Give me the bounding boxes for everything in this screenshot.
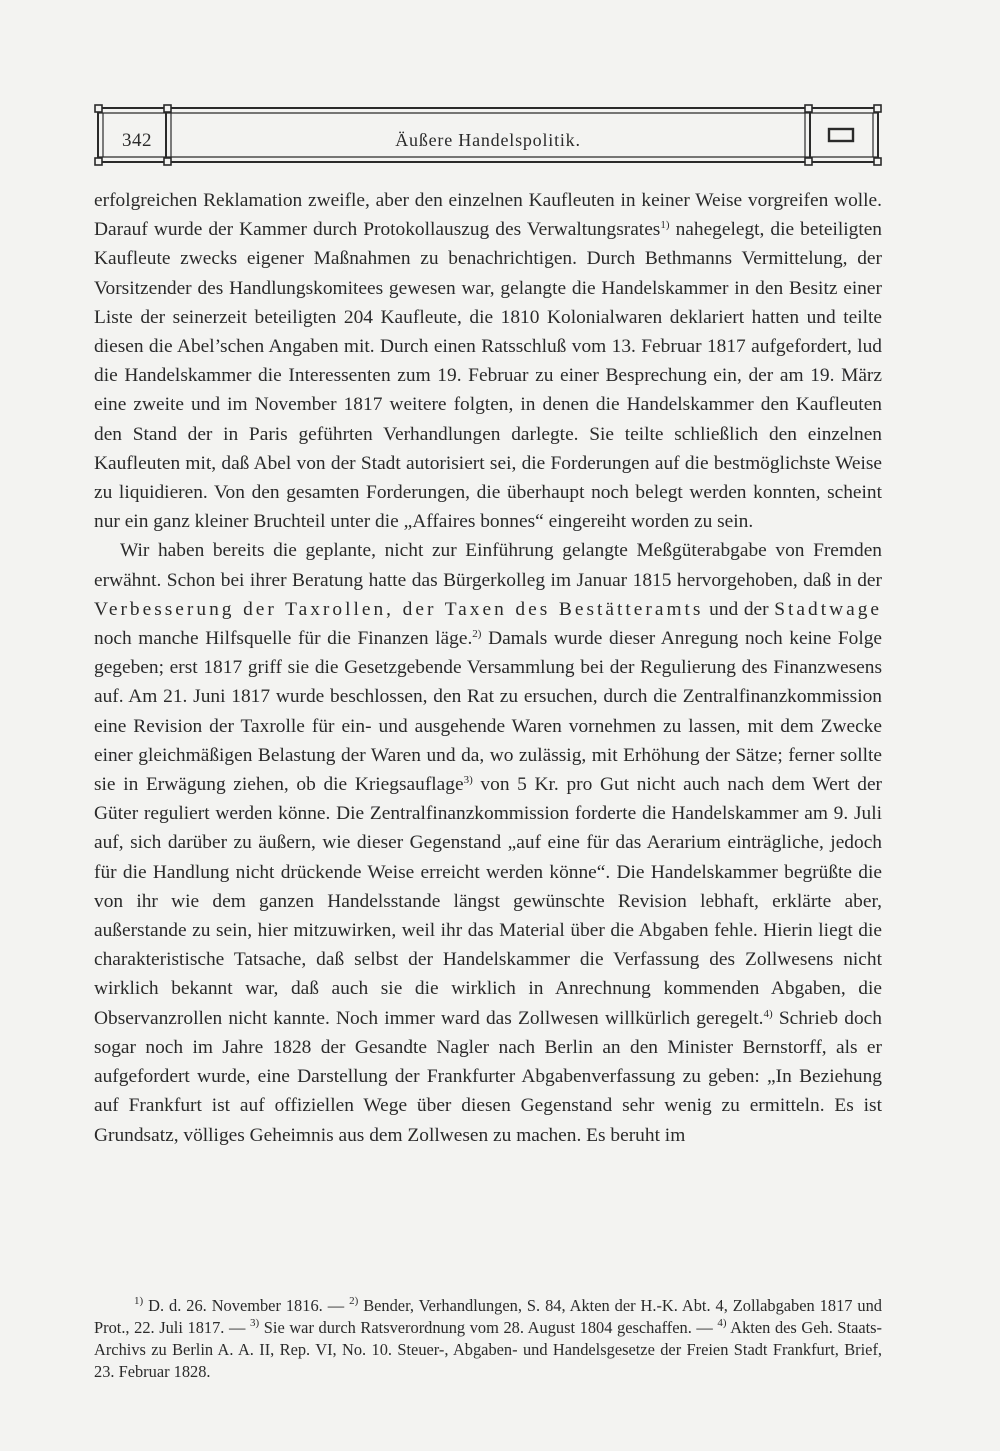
footnote-3: Sie war durch Ratsverordnung vom 28. August 1804 geschaffen. — [259,1318,718,1337]
footnote-ref-3: 3) [463,774,473,787]
footnote-mark-3: 3) [250,1317,260,1329]
running-title: Äußere Handelspolitik. [395,130,581,150]
text-run: Wir haben bereits die geplante, nicht zur Einführung gelangte Meßgüterabgabe von Fremden erwähnt. Schon bei ihrer Beratung hatte das Bürgerkolleg im Januar 1815 hervorgehoben, daß in der [94,540,882,591]
footnote-4: Akten des Geh. Staats-Archivs zu Berlin A. A. II, Rep. VI, No. 10. Steuer-, Abgaben- und Handelsgesetze der Freien Stadt Frankfurt, Brief, 23. Februar 1828. [94,1318,883,1381]
text-run: noch manche Hilfsquelle für die Finanzen läge. [94,628,473,650]
text-run: nahegelegt, die beteiligten Kaufleute zwecks eigener Maßnahmen zu benachrichtigen. Durch Bethmanns Vermittelung, der Vorsitzender des Handlungskomitees gewesen war, gelangte die Handelskammer in den Besitz einer Liste der seinerzeit beteiligten 204 Kaufleute, die 1810 Kolonialwaren deklariert hatten und teilte diesen die Abel’schen Angaben mit. Durch einen Ratsschluß vom 13. Februar 1817 aufgefordert, lud die Handelskammer die Interessenten zum 19. Februar zu einer Besprechung ein, der am 19. März eine zweite und im November 1817 weitere folgten, in denen die Handelskammer den Kaufleuten den Stand der in Paris geführten Verhandlungen darlegte. Sie teilte schließlich den einzelnen Kaufleuten mit, daß Abel von der Stadt autorisiert sei, die Forderungen auf die bestmöglichste Weise zu liquidieren. Von den gesamten Forderungen, die überhaupt noch belegt werden konnten, scheint nur ein ganz kleiner Bruchteil unter die „Affaires bonnes“ eingereiht worden zu sein. [94,219,883,533]
footnote-mark-2: 2) [349,1295,359,1307]
text-run: von 5 Kr. pro Gut nicht auch nach dem Wert der Güter reguliert werden könne. Die Zentralfinanzkommission forderte die Handelskammer am 9. Juli auf, sich darüber zu äußern, wie dieser Gegenstand „auf eine für das Aerarium einträgliche, jedoch für die Handlung nicht drückende Weise erreicht werden könne“. Die Handelskammer begrüßte die von ihr wie dem ganzen Handelsstande längst gewünschte Revision lebhaft, erklärte aber, außerstande zu sein, hier mitzuwirken, weil ihr das Material über die Abgaben fehle. Hierin liegt die charakteristische Tatsache, daß selbst der Handelskammer die Verfassung des Zollwesens nicht wirklich bekannt war, daß auch sie die wirklich in Anrechnung kommenden Abgaben, die Observanzrollen nicht kannte. Noch immer ward das Zollwesen willkürlich geregelt. [94,774,883,1029]
footnote-ref-1: 1) [660,219,670,232]
spaced-emphasis: Stadtwage [774,598,883,620]
text-run: Damals wurde dieser Anregung noch keine Folge gegeben; erst 1817 griff sie die Gesetzgebende Versammlung bei der Regulierung des Finanzwesens auf. Am 21. Juni 1817 wurde beschlossen, den Rat zu ersuchen, durch die Zentralfinanzkommission eine Revision der Taxrolle für ein- und ausgehende Waren vornehmen zu lassen, mit dem Zwecke einer gleichmäßigen Belastung der Waren und da, wo zulässig, mit Erhöhung der Sätze; ferner sollte sie in Erwägung ziehen, ob die Kriegsauflage [94,628,883,796]
text-run: und der [703,598,775,620]
footnote-1: D. d. 26. November 1816. — [143,1296,350,1315]
page-header [94,104,882,166]
footnote-ref-4: 4) [763,1007,773,1020]
text-run: Schrieb doch sogar noch im Jahre 1828 der Gesandte Nagler nach Berlin an den Minister Bernstorff, als er aufgefordert wurde, eine Darstellung der Frankfurter Abgabenverfassung zu geben: „In Beziehung auf Frankfurt ist auf offiziellen Wege über diesen Gegenstand sehr wenig zu ermitteln. Es ist Grundsatz, völliges Geheimnis aus dem Zollwesen zu machen. Es beruht im [94,1007,882,1146]
footnote-mark-4: 4) [717,1317,727,1329]
paragraph-1 [94,186,882,536]
paragraph-2 [94,536,882,1149]
footnote-block [94,1295,882,1383]
footnote-2: Bender, Verhandlungen, S. 84, Akten der H.-K. Abt. 4, Zollabgaben 1817 und Prot., 22. Juli 1817. — [94,1296,883,1337]
spaced-emphasis: Verbesserung der Taxrollen, der Taxen des Bestätteramts [94,598,704,620]
footnote-ref-2: 2) [472,628,482,641]
footnote-mark-1: 1) [134,1295,144,1307]
footnotes [94,1295,882,1383]
page-number: 342 [122,130,152,151]
text-run: erfolgreichen Reklamation zweifle, aber den einzelnen Kaufleuten in keiner Weise vorgreifen wolle. Darauf wurde der Kammer durch Protokollauszug des Verwaltungsrates [94,190,882,241]
body-text [94,186,882,1150]
